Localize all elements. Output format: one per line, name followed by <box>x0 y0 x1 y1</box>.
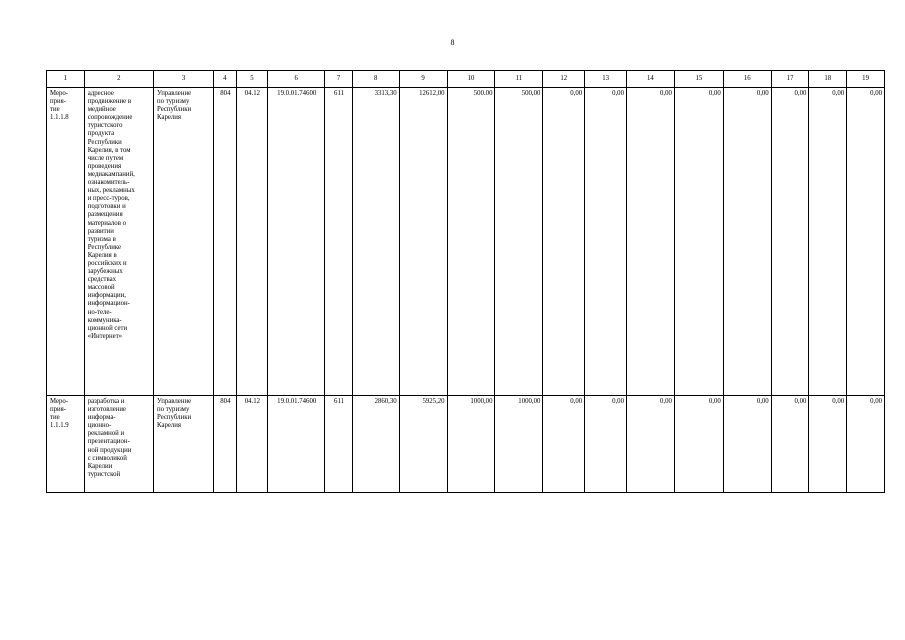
cell-value: 500.00 <box>447 88 495 396</box>
cell-value: 0,00 <box>809 88 847 396</box>
cell-value: 0,00 <box>723 88 771 396</box>
cell-value: 1000,00 <box>495 396 543 493</box>
page-number: 8 <box>450 38 455 47</box>
cell-value: 804 <box>214 396 236 493</box>
header-cell: 15 <box>674 71 723 88</box>
cell-value: 0,00 <box>674 88 723 396</box>
cell-value: 0,00 <box>771 396 809 493</box>
cell-value: 12612,00 <box>399 88 447 396</box>
cell-value: 04.12 <box>236 88 268 396</box>
header-cell: 7 <box>325 71 353 88</box>
budget-table <box>46 70 885 493</box>
table-row <box>47 396 885 493</box>
cell-value: 5925,20 <box>399 396 447 493</box>
cell-value: 0,00 <box>723 396 771 493</box>
header-cell: 18 <box>809 71 847 88</box>
cell-value: 0,00 <box>585 88 627 396</box>
cell-value: 611 <box>325 396 353 493</box>
header-cell: 3 <box>154 71 214 88</box>
cell-value: 0,00 <box>585 396 627 493</box>
header-cell: 12 <box>543 71 585 88</box>
header-cell: 5 <box>236 71 268 88</box>
header-cell: 11 <box>495 71 543 88</box>
header-cell: 17 <box>771 71 809 88</box>
cell-value: 0,00 <box>626 88 674 396</box>
cell-value: 19.0.01.74600 <box>268 396 325 493</box>
cell-value: 3313,30 <box>352 88 399 396</box>
header-cell: 14 <box>626 71 674 88</box>
header-cell: 19 <box>847 71 885 88</box>
header-cell: 13 <box>585 71 627 88</box>
cell-value: 1000,00 <box>447 396 495 493</box>
cell-value: 04.12 <box>236 396 268 493</box>
cell-value: 0,00 <box>626 396 674 493</box>
cell-value: 0,00 <box>674 396 723 493</box>
cell-value: 0,00 <box>809 396 847 493</box>
activity-description: адресное продвижение в медийное сопровождение туристского продукта Республики Карелия, в том числе путем проведения медиакампаний, ознакомитель- ных, рекламных и пресс-туров, подготовки и размещения материалов о развитии туризма в Республике Карелия в российских и зарубежных средствах массовой информации, информацион- но-теле- коммуника- ционной сети «Интернет» <box>84 88 153 396</box>
header-cell: 10 <box>447 71 495 88</box>
header-cell: 16 <box>723 71 771 88</box>
cell-value: 19.0.01.74600 <box>268 88 325 396</box>
cell-value: 500,00 <box>495 88 543 396</box>
table-row <box>47 88 885 396</box>
header-cell: 1 <box>47 71 85 88</box>
cell-value: 0,00 <box>543 88 585 396</box>
responsible-body: Управление по туризму Республики Карелия <box>154 88 214 396</box>
activity-code: Меро- прия- тие 1.1.1.9 <box>47 396 85 493</box>
header-cell: 6 <box>268 71 325 88</box>
cell-value: 804 <box>214 88 236 396</box>
cell-value: 0,00 <box>771 88 809 396</box>
header-cell: 4 <box>214 71 236 88</box>
cell-value: 2860,30 <box>352 396 399 493</box>
responsible-body: Управление по туризму Республики Карелия <box>154 396 214 493</box>
header-row <box>47 71 885 88</box>
header-cell: 9 <box>399 71 447 88</box>
cell-value: 0,00 <box>847 88 885 396</box>
activity-code: Меро- прия- тие 1.1.1.8 <box>47 88 85 396</box>
cell-value: 611 <box>325 88 353 396</box>
cell-value: 0,00 <box>543 396 585 493</box>
cell-value: 0,00 <box>847 396 885 493</box>
activity-description: разработка и изготовление информа- ционно- рекламной и презентацион- ной продукции с символикой Карелии туристской <box>84 396 153 493</box>
header-cell: 2 <box>84 71 153 88</box>
header-cell: 8 <box>352 71 399 88</box>
